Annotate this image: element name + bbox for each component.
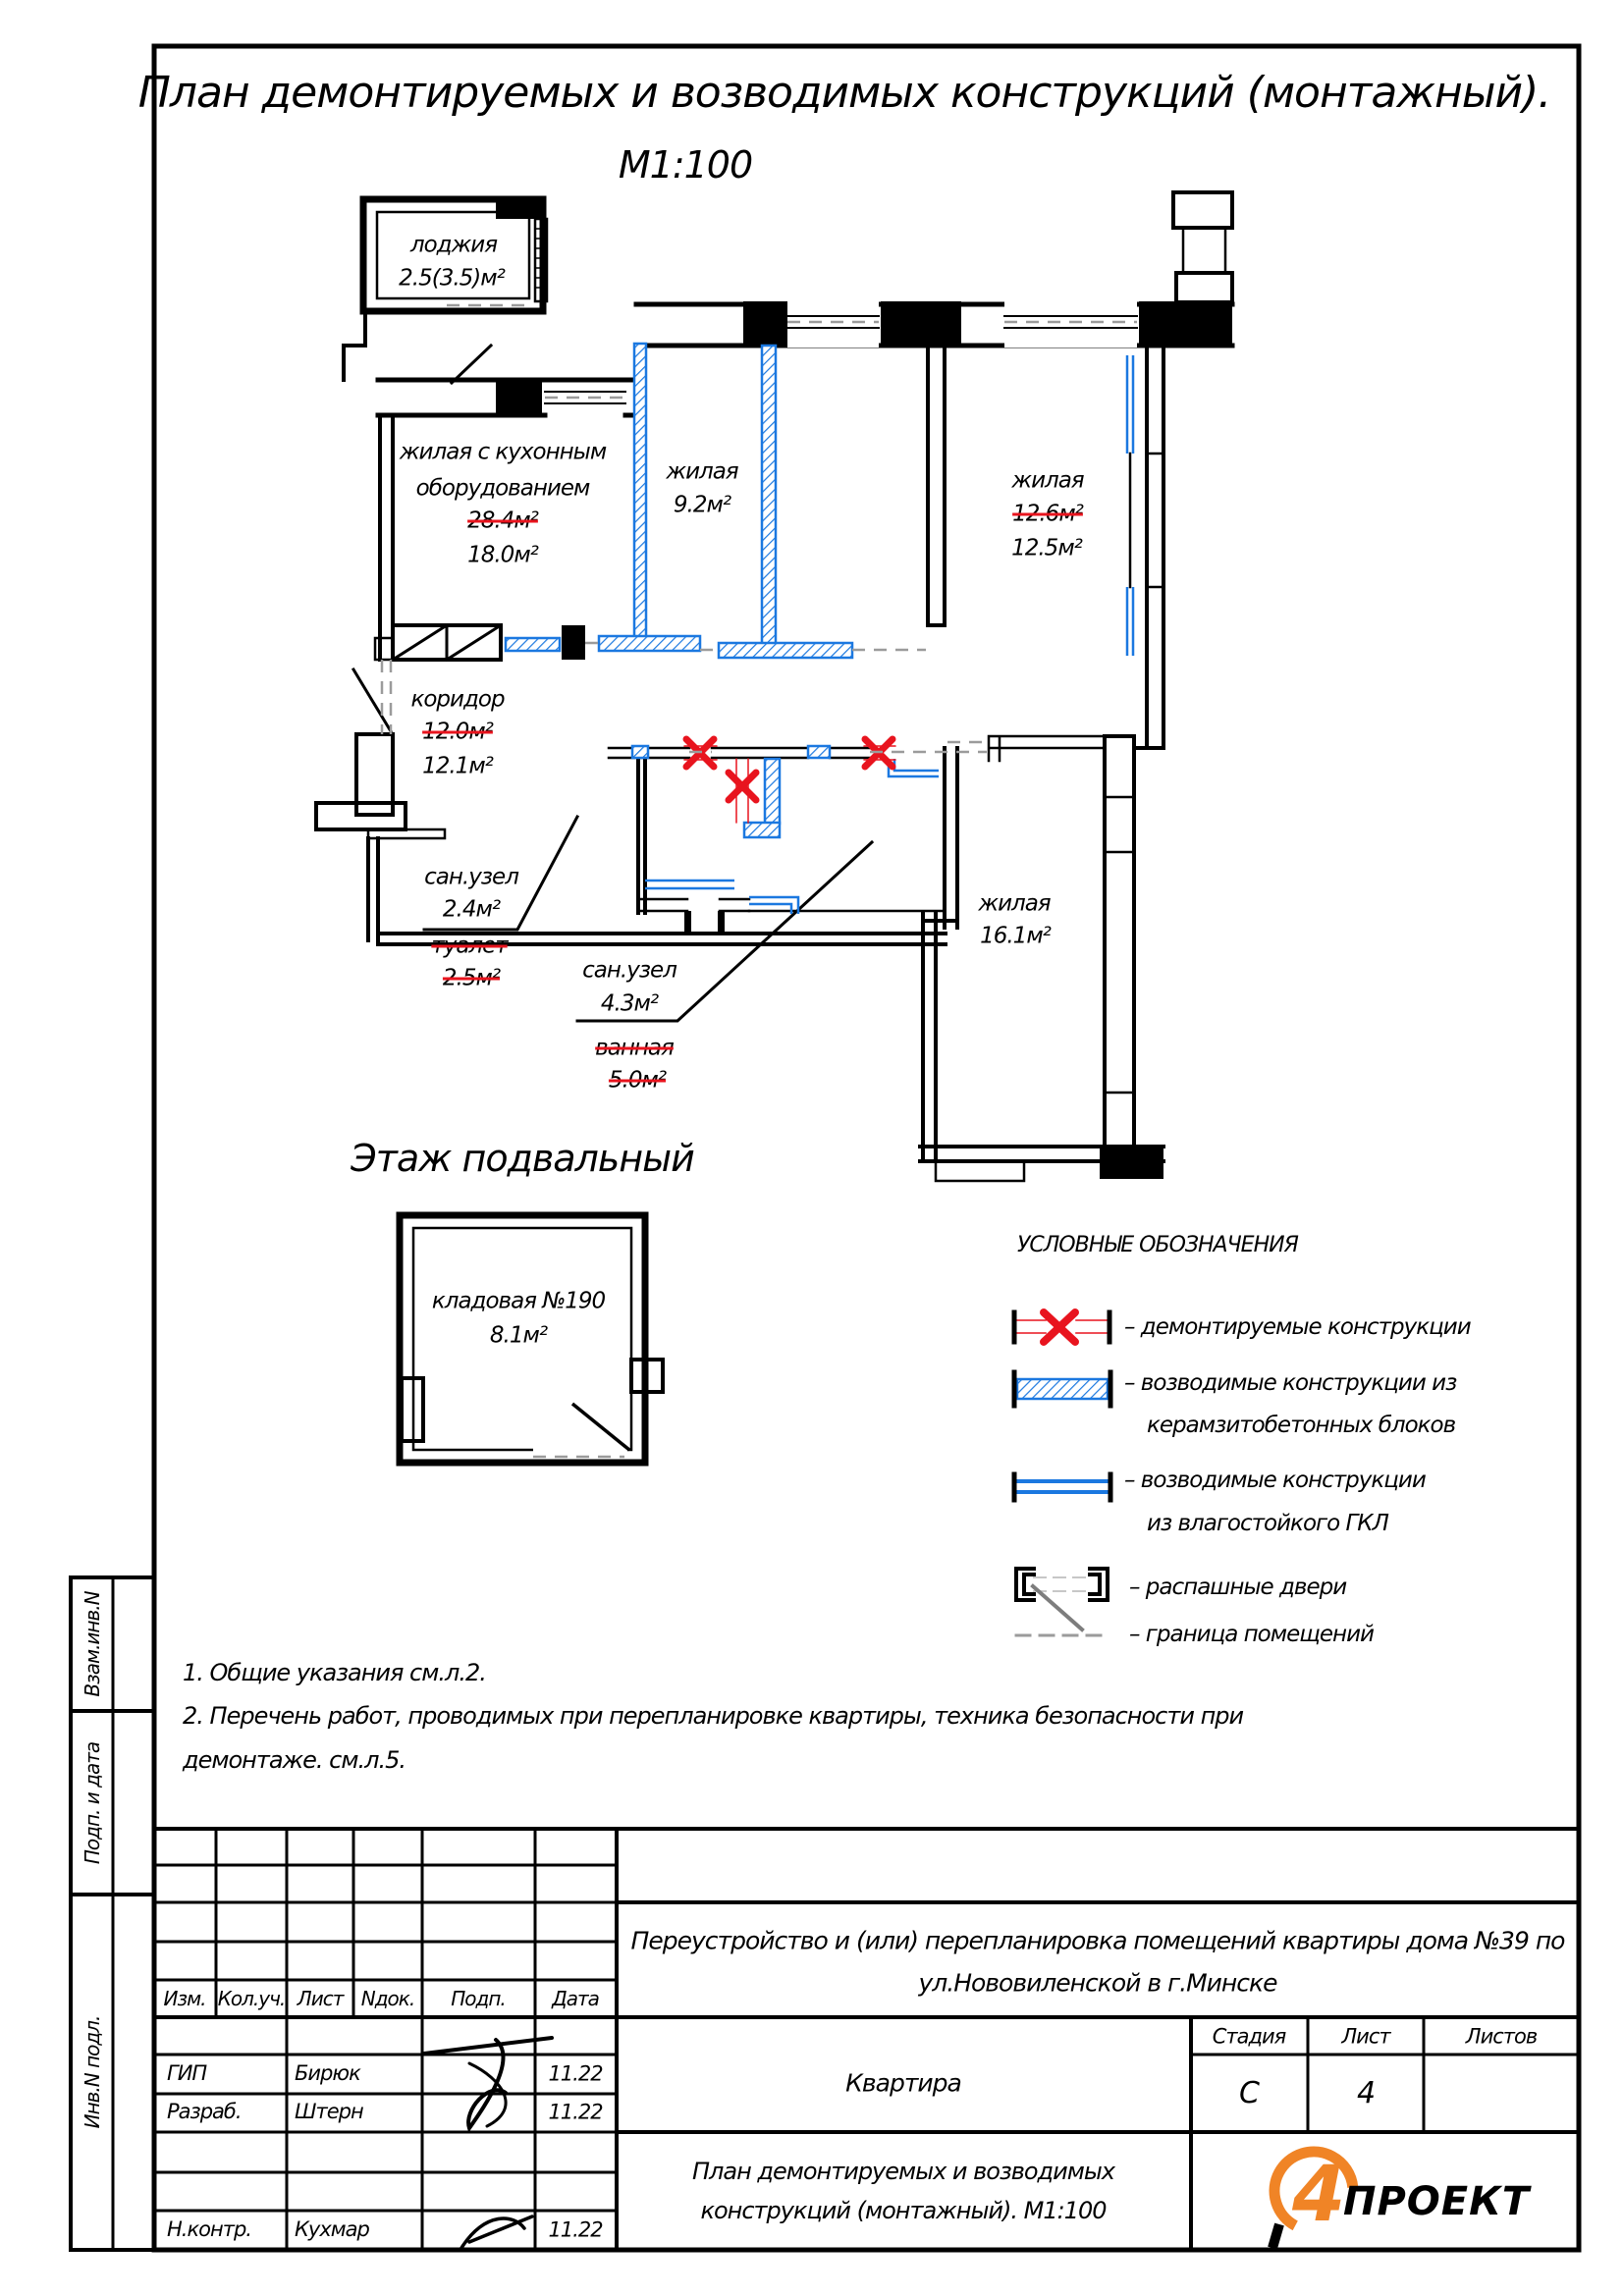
tb-row-nkontr-date: 11.22 [548,2217,603,2242]
storeroom-name: кладовая №190 [431,1288,606,1314]
room-san24-old-name: туалет [431,933,508,959]
room-san43-old-area: 5.0м² [608,1067,667,1094]
room-92-area: 9.2м² [673,492,731,518]
tb-col-koluch: Кол.уч. [217,1987,286,2010]
room-living-old-area: 28.4м² [467,507,538,534]
room-161-name: жилая [978,890,1051,917]
logo-text: ПРОЕКТ [1343,2179,1531,2224]
room-san24-name: сан.узел [424,864,518,890]
tb-row-gip-date: 11.22 [548,2061,603,2086]
sheet-title: План демонтируемых и возводимых конструкций (монтажный). [137,68,1551,118]
room-san24-old-area: 2.5м² [442,965,501,991]
room-san43-old-name: ванная [595,1035,674,1061]
room-living-name1: жилая с кухонным [399,439,607,465]
demolition-marks [684,739,895,823]
tb-stage-value: С [1239,2076,1259,2110]
note-3: демонтаже. см.л.5. [183,1746,406,1774]
tb-row-nkontr-name: Кухмар [295,2217,369,2241]
tb-doc-name-1: План демонтируемых и возводимых [691,2158,1115,2185]
new-walls-gkl [645,355,1133,917]
room-corridor-new-area: 12.1м² [422,753,493,779]
tb-sheet-value: 4 [1356,2076,1376,2110]
signatures [424,2038,552,2248]
sidebar-podp: Подп. и дата [81,1741,104,1865]
room-161-area: 16.1м² [980,923,1051,949]
sheet-scale: М1:100 [618,143,753,187]
legend-item-3b: из влагостойкого ГКЛ [1147,1511,1388,1536]
tb-sheet-label: Лист [1341,2024,1390,2049]
tb-row-razrab-name: Штерн [295,2100,363,2123]
room-balcony-name: лоджия [409,232,498,258]
legend-item-5: – граница помещений [1129,1622,1374,1647]
legend-item-4: – распашные двери [1129,1575,1347,1600]
company-logo [1261,2138,1532,2248]
storeroom-area: 8.1м² [489,1322,548,1349]
sidebar-vzam: Взам.инв.N [81,1591,104,1697]
tb-col-podp: Подп. [451,1987,506,2010]
room-92-name: жилая [666,458,738,485]
room-san24-area: 2.4м² [442,896,501,923]
tb-col-izm: Изм. [163,1987,206,2010]
room-corridor-old-area: 12.0м² [422,719,493,745]
tb-doc-name-2: конструкций (монтажный). М1:100 [700,2197,1107,2224]
room-san43-name: сан.узел [582,957,676,984]
room-125-name: жилая [1011,467,1084,494]
legend-item-3: – возводимые конструкции [1124,1468,1426,1493]
tb-col-ndok: Nдок. [360,1987,415,2010]
note-2: 2. Перечень работ, проводимых при перепланировке квартиры, техника безопасности при [183,1702,1244,1730]
tb-stage-label: Стадия [1212,2024,1286,2049]
legend-item-1: – демонтируемые конструкции [1124,1314,1471,1340]
room-living-name2: оборудованием [415,475,590,502]
tb-project-title-1: Переустройство и (или) перепланировка помещений квартиры дома №39 по [630,1926,1565,1955]
tb-row-gip-name: Бирюк [295,2061,360,2085]
legend-item-2: – возводимые конструкции из [1124,1370,1457,1396]
room-125-old-area: 12.6м² [1012,501,1083,527]
legend-symbols [1014,1312,1110,1635]
room-corridor-name: коридор [410,686,505,713]
tb-project-title-2: ул.Нововиленской в г.Минске [918,1968,1277,1998]
tb-col-list: Лист [297,1987,344,2010]
basement-heading: Этаж подвальный [351,1137,694,1180]
tb-object: Квартира [845,2068,961,2098]
room-living-new-area: 18.0м² [467,542,538,568]
tb-col-data: Дата [552,1987,599,2010]
tb-row-nkontr-role: Н.контр. [167,2217,251,2241]
sidebar-inv: Инв.N подл. [81,2015,104,2129]
legend-item-2b: керамзитобетонных блоков [1147,1413,1456,1438]
logo-digit: 4 [1292,2151,1346,2239]
room-balcony-area: 2.5(3.5)м² [399,265,505,292]
tb-row-razrab-date: 11.22 [548,2100,603,2124]
tb-row-gip-role: ГИП [167,2061,207,2085]
room-san43-area: 4.3м² [600,990,659,1017]
tb-row-razrab-role: Разраб. [167,2100,242,2123]
note-1: 1. Общие указания см.л.2. [183,1659,486,1686]
tb-sheets-label: Листов [1465,2024,1538,2049]
legend-heading: УСЛОВНЫЕ ОБОЗНАЧЕНИЯ [1017,1233,1298,1257]
new-walls-blue [506,344,852,837]
room-125-new-area: 12.5м² [1011,535,1082,561]
